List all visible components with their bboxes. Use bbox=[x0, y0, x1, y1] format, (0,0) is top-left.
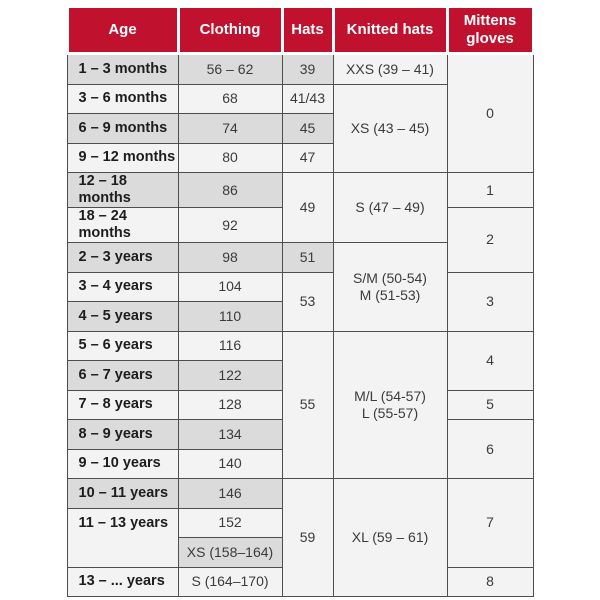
hats-cell: 49 bbox=[282, 173, 333, 243]
table-row bbox=[67, 479, 533, 509]
clothing-cell: 110 bbox=[178, 302, 282, 332]
clothing-cell: 122 bbox=[178, 361, 282, 391]
age-cell: 2 – 3 years bbox=[67, 243, 178, 273]
age-cell: 6 – 9 months bbox=[67, 114, 178, 144]
age-cell: 18 – 24 months bbox=[67, 208, 178, 243]
hats-cell: 39 bbox=[282, 54, 333, 85]
hats-cell: 45 bbox=[282, 114, 333, 144]
clothing-cell: 116 bbox=[178, 331, 282, 361]
knitted-hats-cell: XL (59 – 61) bbox=[333, 479, 447, 597]
knitted-hats-cell: XXS (39 – 41) bbox=[333, 54, 447, 85]
clothing-cell: XS (158–164) bbox=[178, 538, 282, 568]
knitted-hats-line2: L (55-57) bbox=[361, 404, 419, 421]
col-header-mittens-gloves: Mittens gloves bbox=[447, 7, 533, 54]
clothing-cell: 56 – 62 bbox=[178, 54, 282, 85]
age-cell: 3 – 4 years bbox=[67, 272, 178, 302]
hats-cell: 53 bbox=[282, 272, 333, 331]
knitted-hats-cell: XS (43 – 45) bbox=[333, 84, 447, 173]
age-cell: 13 – ... years bbox=[67, 567, 178, 597]
mittens-gloves-cell: 2 bbox=[447, 208, 533, 273]
clothing-cell: 140 bbox=[178, 449, 282, 479]
table-row bbox=[67, 173, 533, 208]
age-cell: 10 – 11 years bbox=[67, 479, 178, 509]
age-cell: 3 – 6 months bbox=[67, 84, 178, 114]
table-row bbox=[67, 331, 533, 361]
age-cell: 11 – 13 years bbox=[67, 508, 178, 567]
clothing-cell: 74 bbox=[178, 114, 282, 144]
mittens-gloves-cell: 1 bbox=[447, 173, 533, 208]
age-cell: 5 – 6 years bbox=[67, 331, 178, 361]
hats-cell: 55 bbox=[282, 331, 333, 479]
col-header-hats: Hats bbox=[282, 7, 333, 54]
clothing-cell: 128 bbox=[178, 390, 282, 420]
mittens-gloves-cell: 7 bbox=[447, 479, 533, 568]
age-cell: 4 – 5 years bbox=[67, 302, 178, 332]
age-cell: 9 – 12 months bbox=[67, 143, 178, 173]
clothing-cell: 152 bbox=[178, 508, 282, 538]
col-header-age: Age bbox=[67, 7, 178, 54]
clothing-cell: 92 bbox=[178, 208, 282, 243]
mittens-gloves-cell: 6 bbox=[447, 420, 533, 479]
age-cell: 1 – 3 months bbox=[67, 54, 178, 85]
size-chart-table bbox=[66, 5, 535, 597]
col-header-clothing: Clothing bbox=[178, 7, 282, 54]
hats-cell: 41/43 bbox=[282, 84, 333, 114]
mittens-gloves-cell: 8 bbox=[447, 567, 533, 597]
clothing-cell: 98 bbox=[178, 243, 282, 273]
clothing-cell: 134 bbox=[178, 420, 282, 450]
mittens-gloves-cell: 5 bbox=[447, 390, 533, 420]
age-cell: 6 – 7 years bbox=[67, 361, 178, 391]
age-cell: 12 – 18 months bbox=[67, 173, 178, 208]
knitted-hats-line1: S/M (50-54) bbox=[353, 269, 427, 286]
knitted-hats-cell bbox=[333, 243, 447, 332]
knitted-hats-line2: M (51-53) bbox=[359, 286, 421, 303]
clothing-cell: 68 bbox=[178, 84, 282, 114]
hats-cell: 47 bbox=[282, 143, 333, 173]
col-header-knitted-hats: Knitted hats bbox=[333, 7, 447, 54]
mittens-gloves-cell: 4 bbox=[447, 331, 533, 390]
knitted-hats-cell bbox=[333, 331, 447, 479]
clothing-cell: 86 bbox=[178, 173, 282, 208]
table-row bbox=[67, 272, 533, 302]
age-cell: 9 – 10 years bbox=[67, 449, 178, 479]
age-cell: 7 – 8 years bbox=[67, 390, 178, 420]
knitted-hats-cell: S (47 – 49) bbox=[333, 173, 447, 243]
hats-cell: 51 bbox=[282, 243, 333, 273]
age-cell: 8 – 9 years bbox=[67, 420, 178, 450]
knitted-hats-line1: M/L (54-57) bbox=[354, 387, 426, 404]
clothing-cell: 104 bbox=[178, 272, 282, 302]
clothing-cell: 80 bbox=[178, 143, 282, 173]
hats-cell: 59 bbox=[282, 479, 333, 597]
mittens-gloves-cell: 3 bbox=[447, 272, 533, 331]
clothing-cell: 146 bbox=[178, 479, 282, 509]
mittens-gloves-cell: 0 bbox=[447, 54, 533, 173]
table-row bbox=[67, 54, 533, 85]
clothing-cell: S (164–170) bbox=[178, 567, 282, 597]
header-row bbox=[67, 7, 533, 54]
